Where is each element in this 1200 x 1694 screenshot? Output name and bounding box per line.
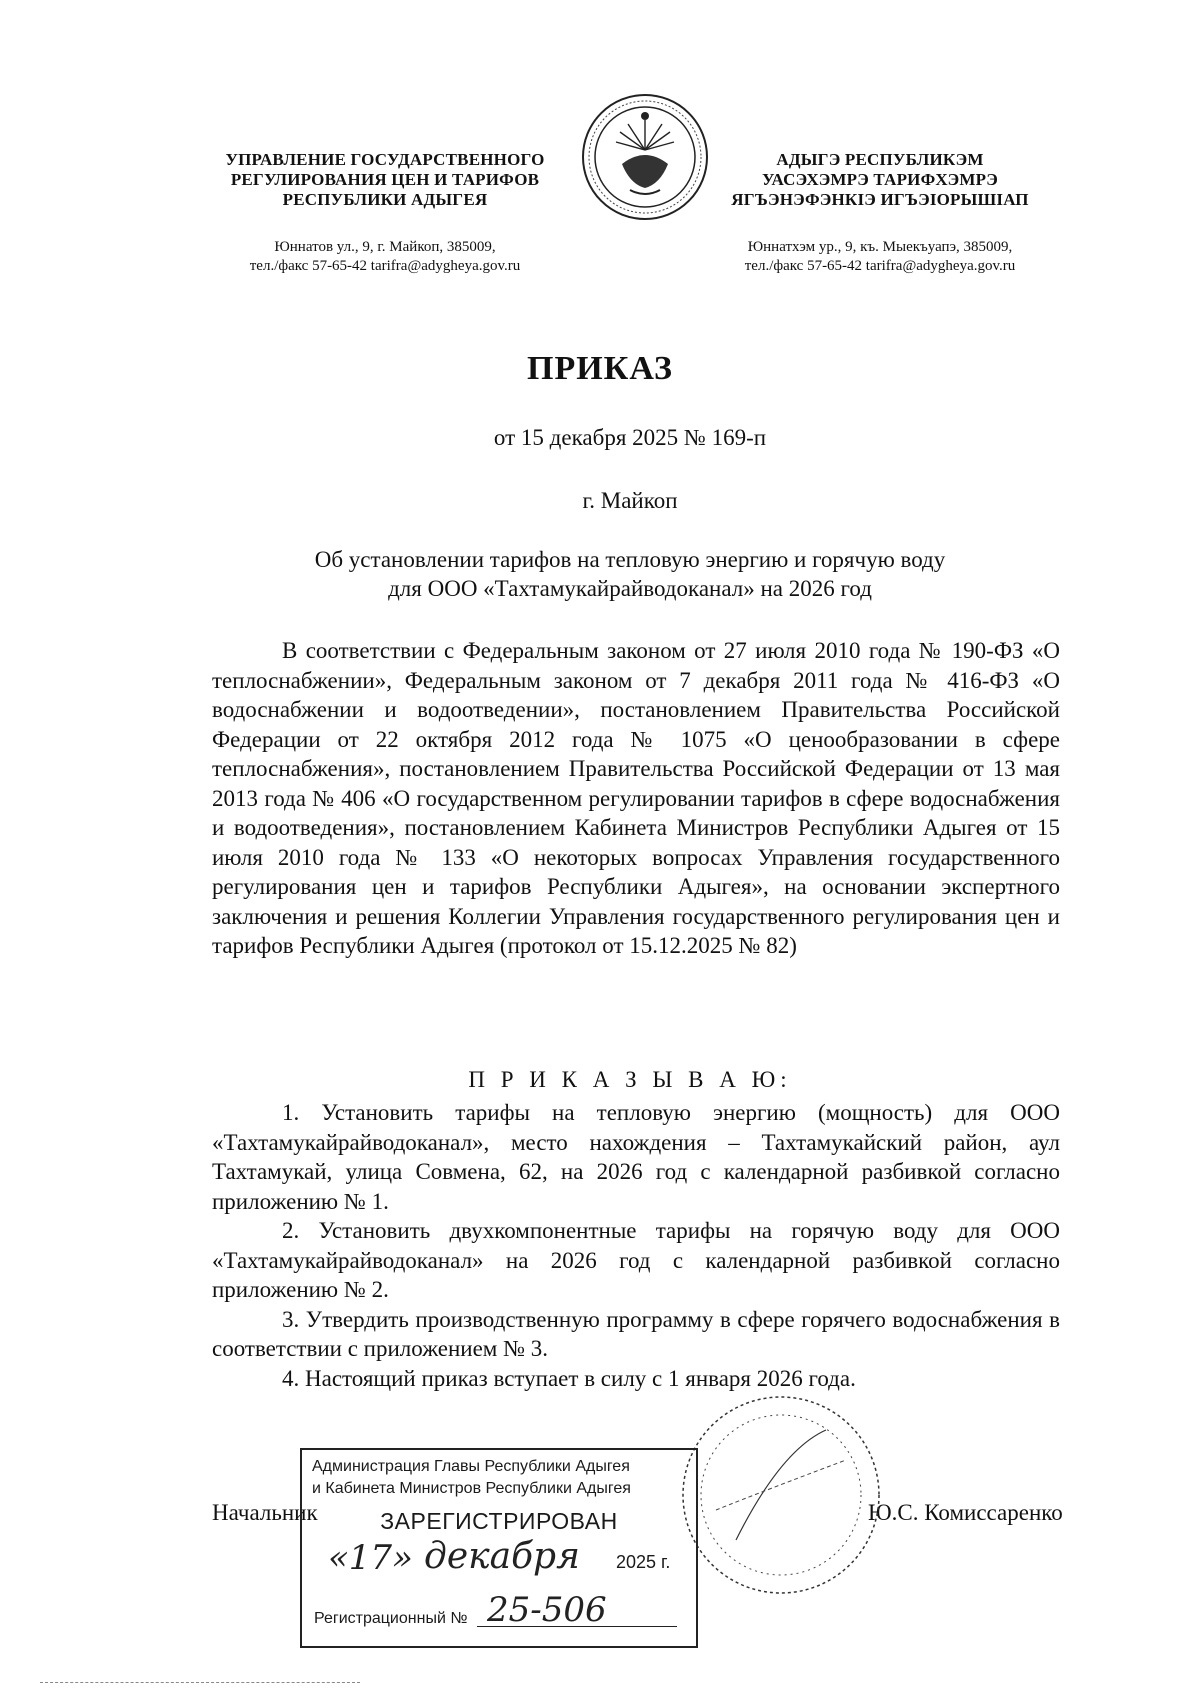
document-preamble: В соответствии с Федеральным законом от 27 июля 2010 года № 190-ФЗ «О теплоснабжении», Федеральным законом от 7 декабря 2011 года № 416-ФЗ «О водоснабжении и водоотведении», постановлением Правительства Российской Федерации от 22 октября 2012 года № 1075 «О ценообразовании в сфере теплоснабжения», постановлением Правительства Российской Федерации от 13 мая 2013 года № 406 «О государственном регулировании тарифов в сфере водоснабжения и водоотведения», постановлением Кабинета Министров Республики Адыгея от 15 июля 2010 года № 133 «О некоторых вопросах Управления государственного регулирования цен и тарифов Республики Адыгея», на основании экспертного заключения и решения Коллегии Управления государственного регулирования цен и тарифов Республики Адыгея (протокол от 15.12.2025 № 82) — [212, 638, 1060, 958]
stamp-authority-line1: Администрация Главы Республики Адыгея — [312, 1458, 630, 1475]
document-date-number: от 15 декабря 2025 № 169-п — [493, 425, 767, 450]
scan-artifact-line — [40, 1682, 360, 1685]
address-russian: Юннатов ул., 9, г. Майкоп, 385009, тел./факс 57-65-42 tarifra@adygheya.gov.ru — [249, 239, 521, 274]
stamp-day: «17» — [328, 1538, 413, 1578]
signatory-position: Начальник — [212, 1500, 318, 1525]
header-left-block — [205, 150, 565, 276]
stamp-year: 2025 г. — [616, 1552, 671, 1572]
document-title: ПРИКАЗ — [527, 350, 673, 387]
stamp-reg-underline — [477, 1626, 677, 1627]
registration-stamp — [300, 1448, 698, 1648]
stamp-reg-number: 25-506 — [487, 1590, 607, 1630]
document-subject: Об установлении тарифов на тепловую энергию и горячую воду для ООО «Тахтамукайрайводоканал» на 2026 год — [314, 547, 946, 601]
address-adyghe: Юннатхэм ур., 9, къ. Мыекъуапэ, 385009, тел./факс 57-65-42 tarifra@adygheya.gov.ru — [744, 239, 1016, 274]
coat-of-arms-icon — [580, 92, 710, 222]
stamp-status: ЗАРЕГИСТРИРОВАН — [380, 1508, 618, 1534]
order-items — [212, 1098, 1060, 1393]
order-item: 4. Настоящий приказ вступает в силу с 1 января 2026 года. — [282, 1365, 856, 1391]
round-seal-icon — [676, 1390, 886, 1600]
org-name-russian: УПРАВЛЕНИЕ ГОСУДАРСТВЕННОГО РЕГУЛИРОВАНИЯ ЦЕН И ТАРИФОВ РЕСПУБЛИКИ АДЫГЕЯ — [225, 150, 545, 209]
order-item: 3. Утвердить производственную программу в сфере горячего водоснабжения в соответствии с приложением № 3. — [212, 1306, 1060, 1361]
document-city: г. Майкоп — [582, 488, 678, 513]
order-heading: П Р И К А З Ы В А Ю: — [468, 1067, 792, 1092]
signatory-name: Ю.С. Комиссаренко — [868, 1500, 1063, 1525]
stamp-authority-line2: и Кабинета Министров Республики Адыгея — [312, 1480, 631, 1497]
header-right-block — [700, 150, 1060, 276]
stamp-month: декабря — [424, 1536, 580, 1577]
stamp-date — [314, 1536, 684, 1590]
org-name-adyghe: АДЫГЭ РЕСПУБЛИКЭМ УАСЭХЭМРЭ ТАРИФХЭМРЭ ЯГЪЭНЭФЭНКIЭ ИГЪЭIОРЫШIАП — [731, 150, 1029, 209]
order-item: 2. Установить двухкомпонентные тарифы на горячую воду для ООО «Тахтамукайрайводоканал» на 2026 год с календарной разбивкой согласно приложению № 2. — [212, 1218, 1060, 1302]
order-item: 1. Установить тарифы на тепловую энергию (мощность) для ООО «Тахтамукайрайводоканал», место нахождения – Тахтамукайский район, аул Тахтамукай, улица Совмена, 62, на 2026 год с календарной разбивкой согласно приложению № 1. — [212, 1100, 1060, 1214]
stamp-reg-label: Регистрационный № — [314, 1610, 468, 1627]
